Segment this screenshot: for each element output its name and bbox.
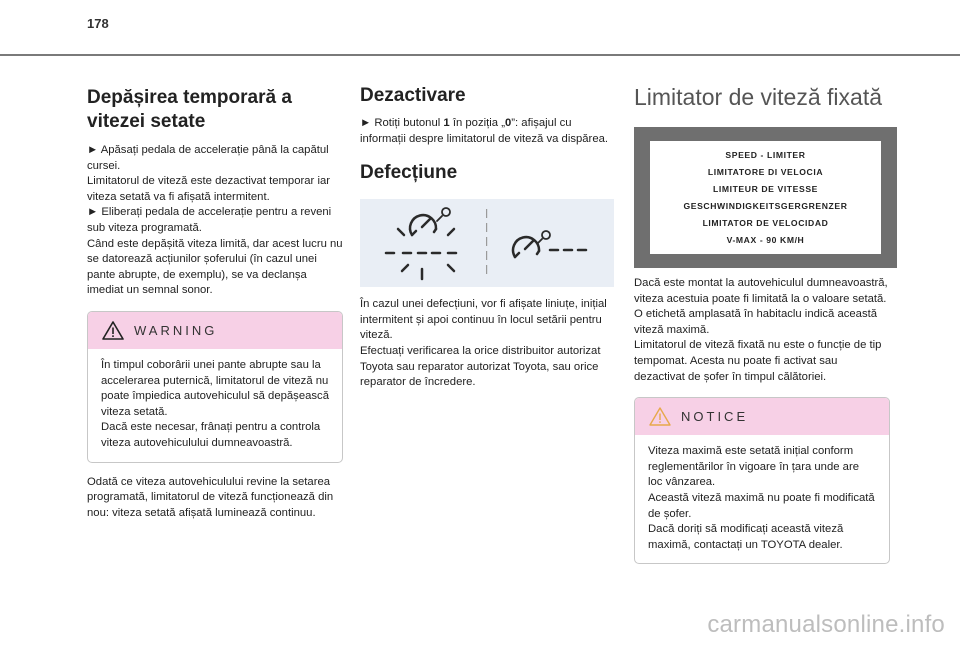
section-heading-fixed-limiter: Limitator de viteză fixată <box>634 84 883 110</box>
paragraph: ► Eliberați pedala de accelerație pentru a reveni sub viteza programată. <box>87 206 332 234</box>
warning-title: WARNING <box>134 322 218 338</box>
paragraph: O etichetă amplasată în habitaclu indică această viteză maximă. <box>634 308 878 336</box>
heading-line-1: Depășirea temporară a <box>87 87 292 108</box>
text-run: ”: afișajul cu informații despre limitatorul de viteză va dispărea. <box>360 117 609 145</box>
position-zero: 0 <box>504 117 512 129</box>
paragraph: Efectuați verificarea la orice distribuitor autorizat Toyota sau reparator autorizat Toyota, sau orice reparator de încredere. <box>360 344 601 389</box>
paragraph: Această viteză maximă nu poate fi modificată de șofer. <box>648 491 875 520</box>
label-line: GESCHWINDIGKEITSGERGRENZER <box>683 201 848 211</box>
fault-text <box>360 297 614 391</box>
label-line: LIMITEUR DE VITESSE <box>713 184 818 194</box>
paragraph: ► Apăsați pedala de accelerație până la capătul cursei. <box>87 144 329 172</box>
notice-header <box>635 398 889 435</box>
notice-title: NOTICE <box>681 409 749 425</box>
paragraph: Dacă este necesar, frânați pentru a controla viteza autovehiculului dumneavoastră. <box>101 421 321 449</box>
speedometer-dashes-icon <box>360 199 614 287</box>
warning-body <box>88 349 342 462</box>
paragraph: Limitatorul de viteză fixată nu este o funcție de tip tempomat. Acesta nu poate fi activat sau dezactivat de șofer în timpul călătoriei. <box>634 339 882 383</box>
heading-line-2: vitezei setate <box>87 111 206 132</box>
notice-box <box>634 397 890 564</box>
notice-triangle-icon <box>649 407 671 426</box>
label-line: LIMITATORE DI VELOCIA <box>707 167 824 177</box>
header-rule <box>0 54 960 56</box>
warning-box <box>87 311 343 463</box>
paragraph: Dacă este montat la autovehiculul dumneavoastră, viteza acestuia poate fi limitată la o valoare setată. <box>634 277 888 305</box>
paragraph: Odată ce viteza autovehiculului revine la setarea programată, limitatorul de viteză funcționează din nou: viteza setată afișată luminează continuu. <box>87 475 334 519</box>
column-middle <box>360 62 614 391</box>
paragraph: Limitatorul de viteză este dezactivat temporar iar viteza setată va fi afișată intermitent. <box>87 175 330 203</box>
text-run: ► Rotiți butonul <box>360 117 444 129</box>
page-number: 178 <box>87 16 109 31</box>
warning-header <box>88 312 342 349</box>
paragraph: Dacă doriți să modificați această viteză maximă, contactați un TOYOTA dealer. <box>648 523 844 551</box>
text-run: în poziția „ <box>449 117 505 129</box>
label-line: V-MAX - 90 KM/H <box>726 235 805 245</box>
label-line: SPEED - LIMITER <box>725 150 806 160</box>
section-heading-deactivation: Dezactivare <box>360 85 466 106</box>
watermark: carmanualsonline.info <box>707 611 945 638</box>
column-left <box>87 62 343 521</box>
speed-limiter-label <box>650 141 881 254</box>
notice-body <box>635 435 889 563</box>
speed-limiter-label-photo <box>634 127 897 268</box>
fixed-limiter-text <box>634 276 890 385</box>
deactivation-text <box>360 116 614 147</box>
paragraph: Când este depășită viteza limită, dar acest lucru nu se datorează acțiunilor șoferului (în cazul unei pante abrupte, de exemplu), se va declanșa imediat un semnal sonor. <box>87 237 343 297</box>
knob-number: 1 <box>443 117 450 129</box>
column-right <box>634 62 890 564</box>
fault-illustration <box>360 199 614 287</box>
paragraph: În cazul unei defecțiuni, vor fi afișate liniuțe, inițial intermitent și apoi continuu în locul setării pentru viteză. <box>360 298 607 342</box>
override-text <box>87 143 343 299</box>
section-heading-fault: Defecțiune <box>360 162 458 184</box>
paragraph: În timpul coborârii unei pante abrupte sau la accelerarea puternică, limitatorul de viteză nu poate împiedica autovehiculul să depășească viteza setată. <box>101 358 329 418</box>
warning-triangle-icon <box>102 321 124 340</box>
section-heading-temporary-override <box>87 86 343 134</box>
paragraph: Viteza maximă este setată inițial conform reglementărilor în vigoare în țara unde are loc vânzarea. <box>648 445 859 489</box>
label-line: LIMITATOR DE VELOCIDAD <box>702 218 829 228</box>
